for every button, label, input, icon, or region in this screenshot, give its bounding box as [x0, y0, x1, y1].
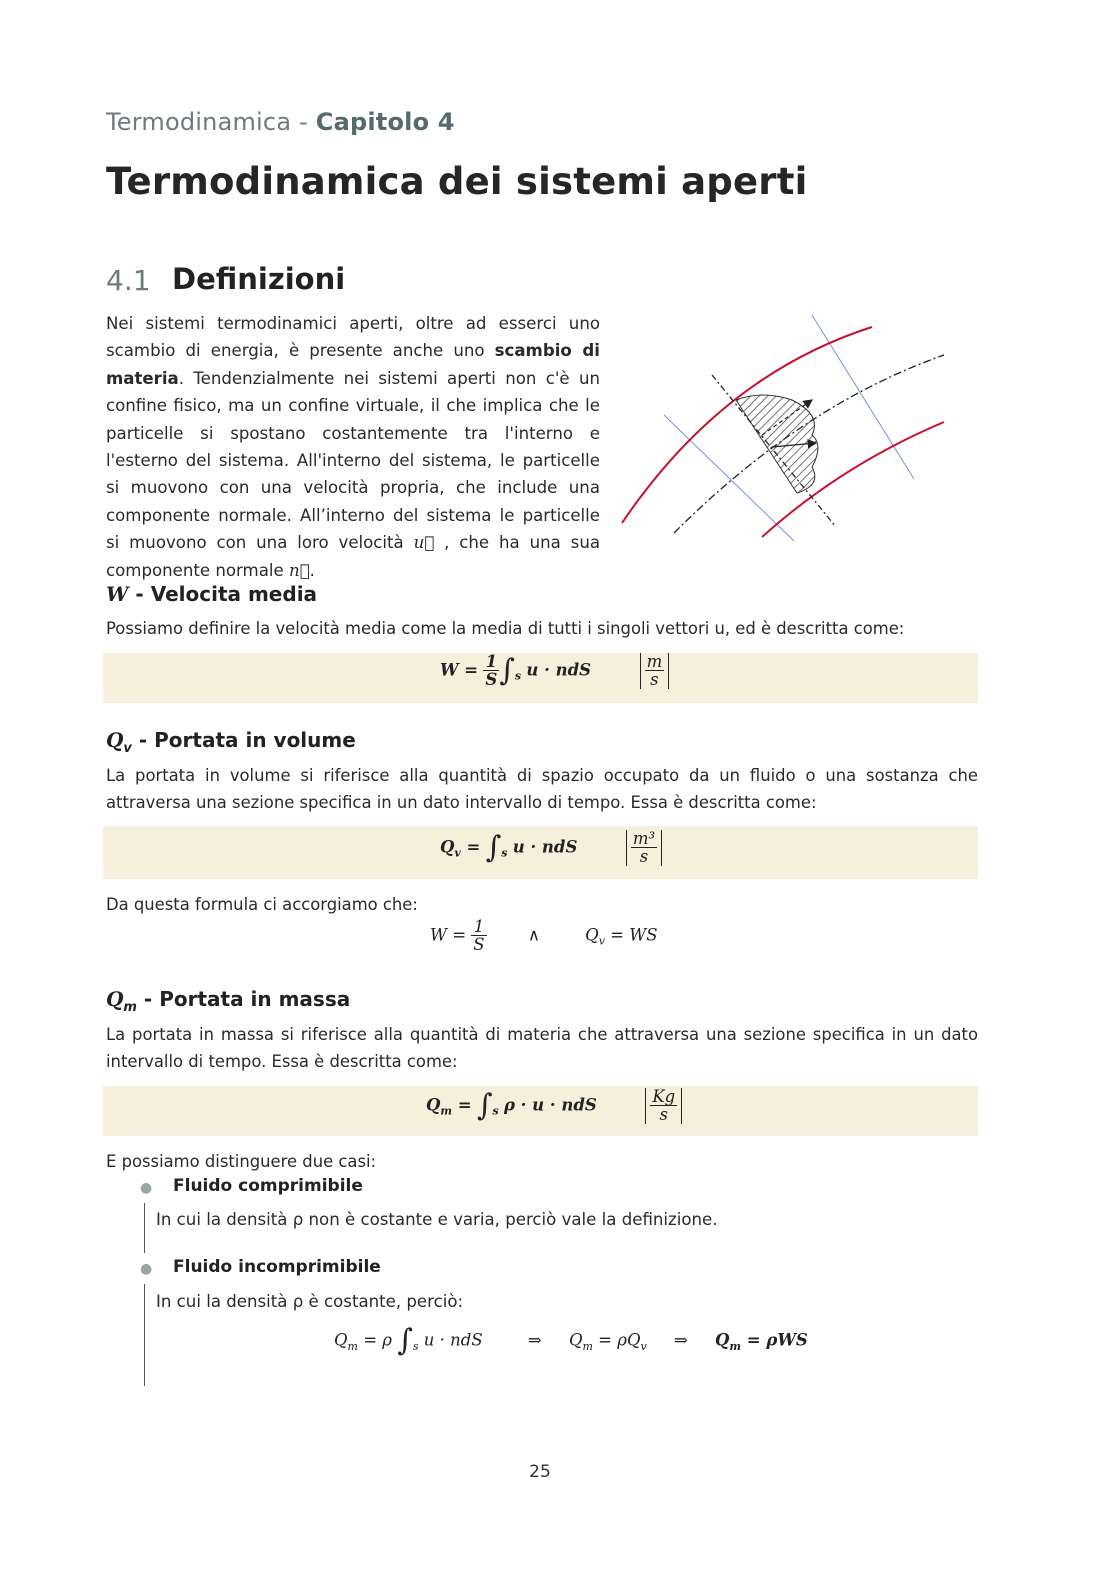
vector-n: n [289, 560, 310, 580]
grid-line [812, 315, 914, 479]
case-rule [144, 1284, 145, 1386]
mass-flow-text: La portata in massa si riferisce alla quantità di materia che attraversa una sezione specifica in un dato intervallo di tempo. Essa è descritta come: [106, 1025, 978, 1072]
case-text-compressible: In cui la densità ρ non è costante e varia, perciò vale la definizione. [156, 1210, 718, 1229]
chapter-title: Termodinamica dei sistemi aperti [106, 160, 808, 203]
mass-flow-heading: $Q_m$ - Portata in massa [106, 987, 351, 1015]
cases-intro: E possiamo distinguere due casi: [106, 1152, 377, 1171]
intro-text-4: . [309, 560, 315, 580]
bullet-dot: ● [140, 1261, 153, 1277]
page-number: 25 [529, 1462, 551, 1482]
volume-flow-heading: $Q_v$ - Portata in volume [106, 728, 356, 756]
volume-flow-text: La portata in volume si riferisce alla quantità di spazio occupato da un fluido o una sostanza che attraversa una sezione specifica in un dato intervallo di tempo. Essa è descritta come: [106, 766, 978, 813]
chapter-kicker [106, 108, 455, 136]
chapter-label: Capitolo 4 [315, 108, 455, 136]
subject-label: Termodinamica [106, 108, 292, 136]
volume-formula: $Q_v = \int_s$ u · ndS $\frac{\text{m³}}{s}$ [440, 830, 662, 866]
velocity-formula: W = $\frac{1}{S}$ $\int_s$ u · ndS $\frac{m}{s}$ [440, 653, 669, 689]
velocity-symbol: W [106, 582, 129, 606]
relation-formula: W = $\frac{1}{S}$ ∧ $Q_v$ = WS [430, 917, 658, 955]
intro-paragraph [106, 310, 600, 584]
case-label-compressible: Fluido comprimibile [173, 1176, 363, 1196]
intro-text-2: . Tendenzialmente nei sistemi aperti non c'è un confine fisico, ma un confine virtuale, il che implica che le particelle si spostano costantemente tra l'interno e l'esterno del sistema. All'interno del sistema, le particelle si muovono con una velocità propria, che include una componente normale. All’interno del sistema le particelle si muovono con una loro velocità [106, 368, 600, 553]
kicker-separator: - [291, 108, 316, 136]
mass-formula: $Q_m = \int_s$ ρ · u · ndS $\frac{Kg}{s}$ [426, 1088, 682, 1124]
case-rule [144, 1203, 145, 1253]
intro-bold: scambio di materia [106, 341, 600, 388]
flow-section-diagram [612, 305, 952, 550]
section-title: Definizioni [172, 262, 346, 296]
velocity-heading [106, 582, 317, 606]
volume-note: Da questa formula ci accorgiamo che: [106, 895, 418, 914]
intro-text-3: , che ha una sua componente normale [106, 533, 600, 580]
velocity-text: Possiamo definire la velocità media come la media di tutti i singoli vettori u, ed è descritta come: [106, 619, 905, 638]
bullet-dot: ● [140, 1180, 153, 1196]
velocity-title: - Velocita media [128, 582, 318, 606]
section-number: 4.1 [106, 264, 151, 297]
outer-boundary-curve [622, 327, 872, 523]
intro-text-1: Nei sistemi termodinamici aperti, oltre ad esserci uno scambio di energia, è presente anche uno [106, 314, 600, 361]
vector-u: u [413, 533, 435, 553]
case-label-incompressible: Fluido incomprimibile [173, 1257, 381, 1277]
incompressible-formula: $Q_m = \rho$ $\int_s$ u · ndS ⇒ $Q_m = \rho Q_v$ ⇒ $Q_m = \rho WS$ [334, 1323, 808, 1358]
case-text-incompressible: In cui la densità ρ è costante, perciò: [156, 1292, 464, 1311]
